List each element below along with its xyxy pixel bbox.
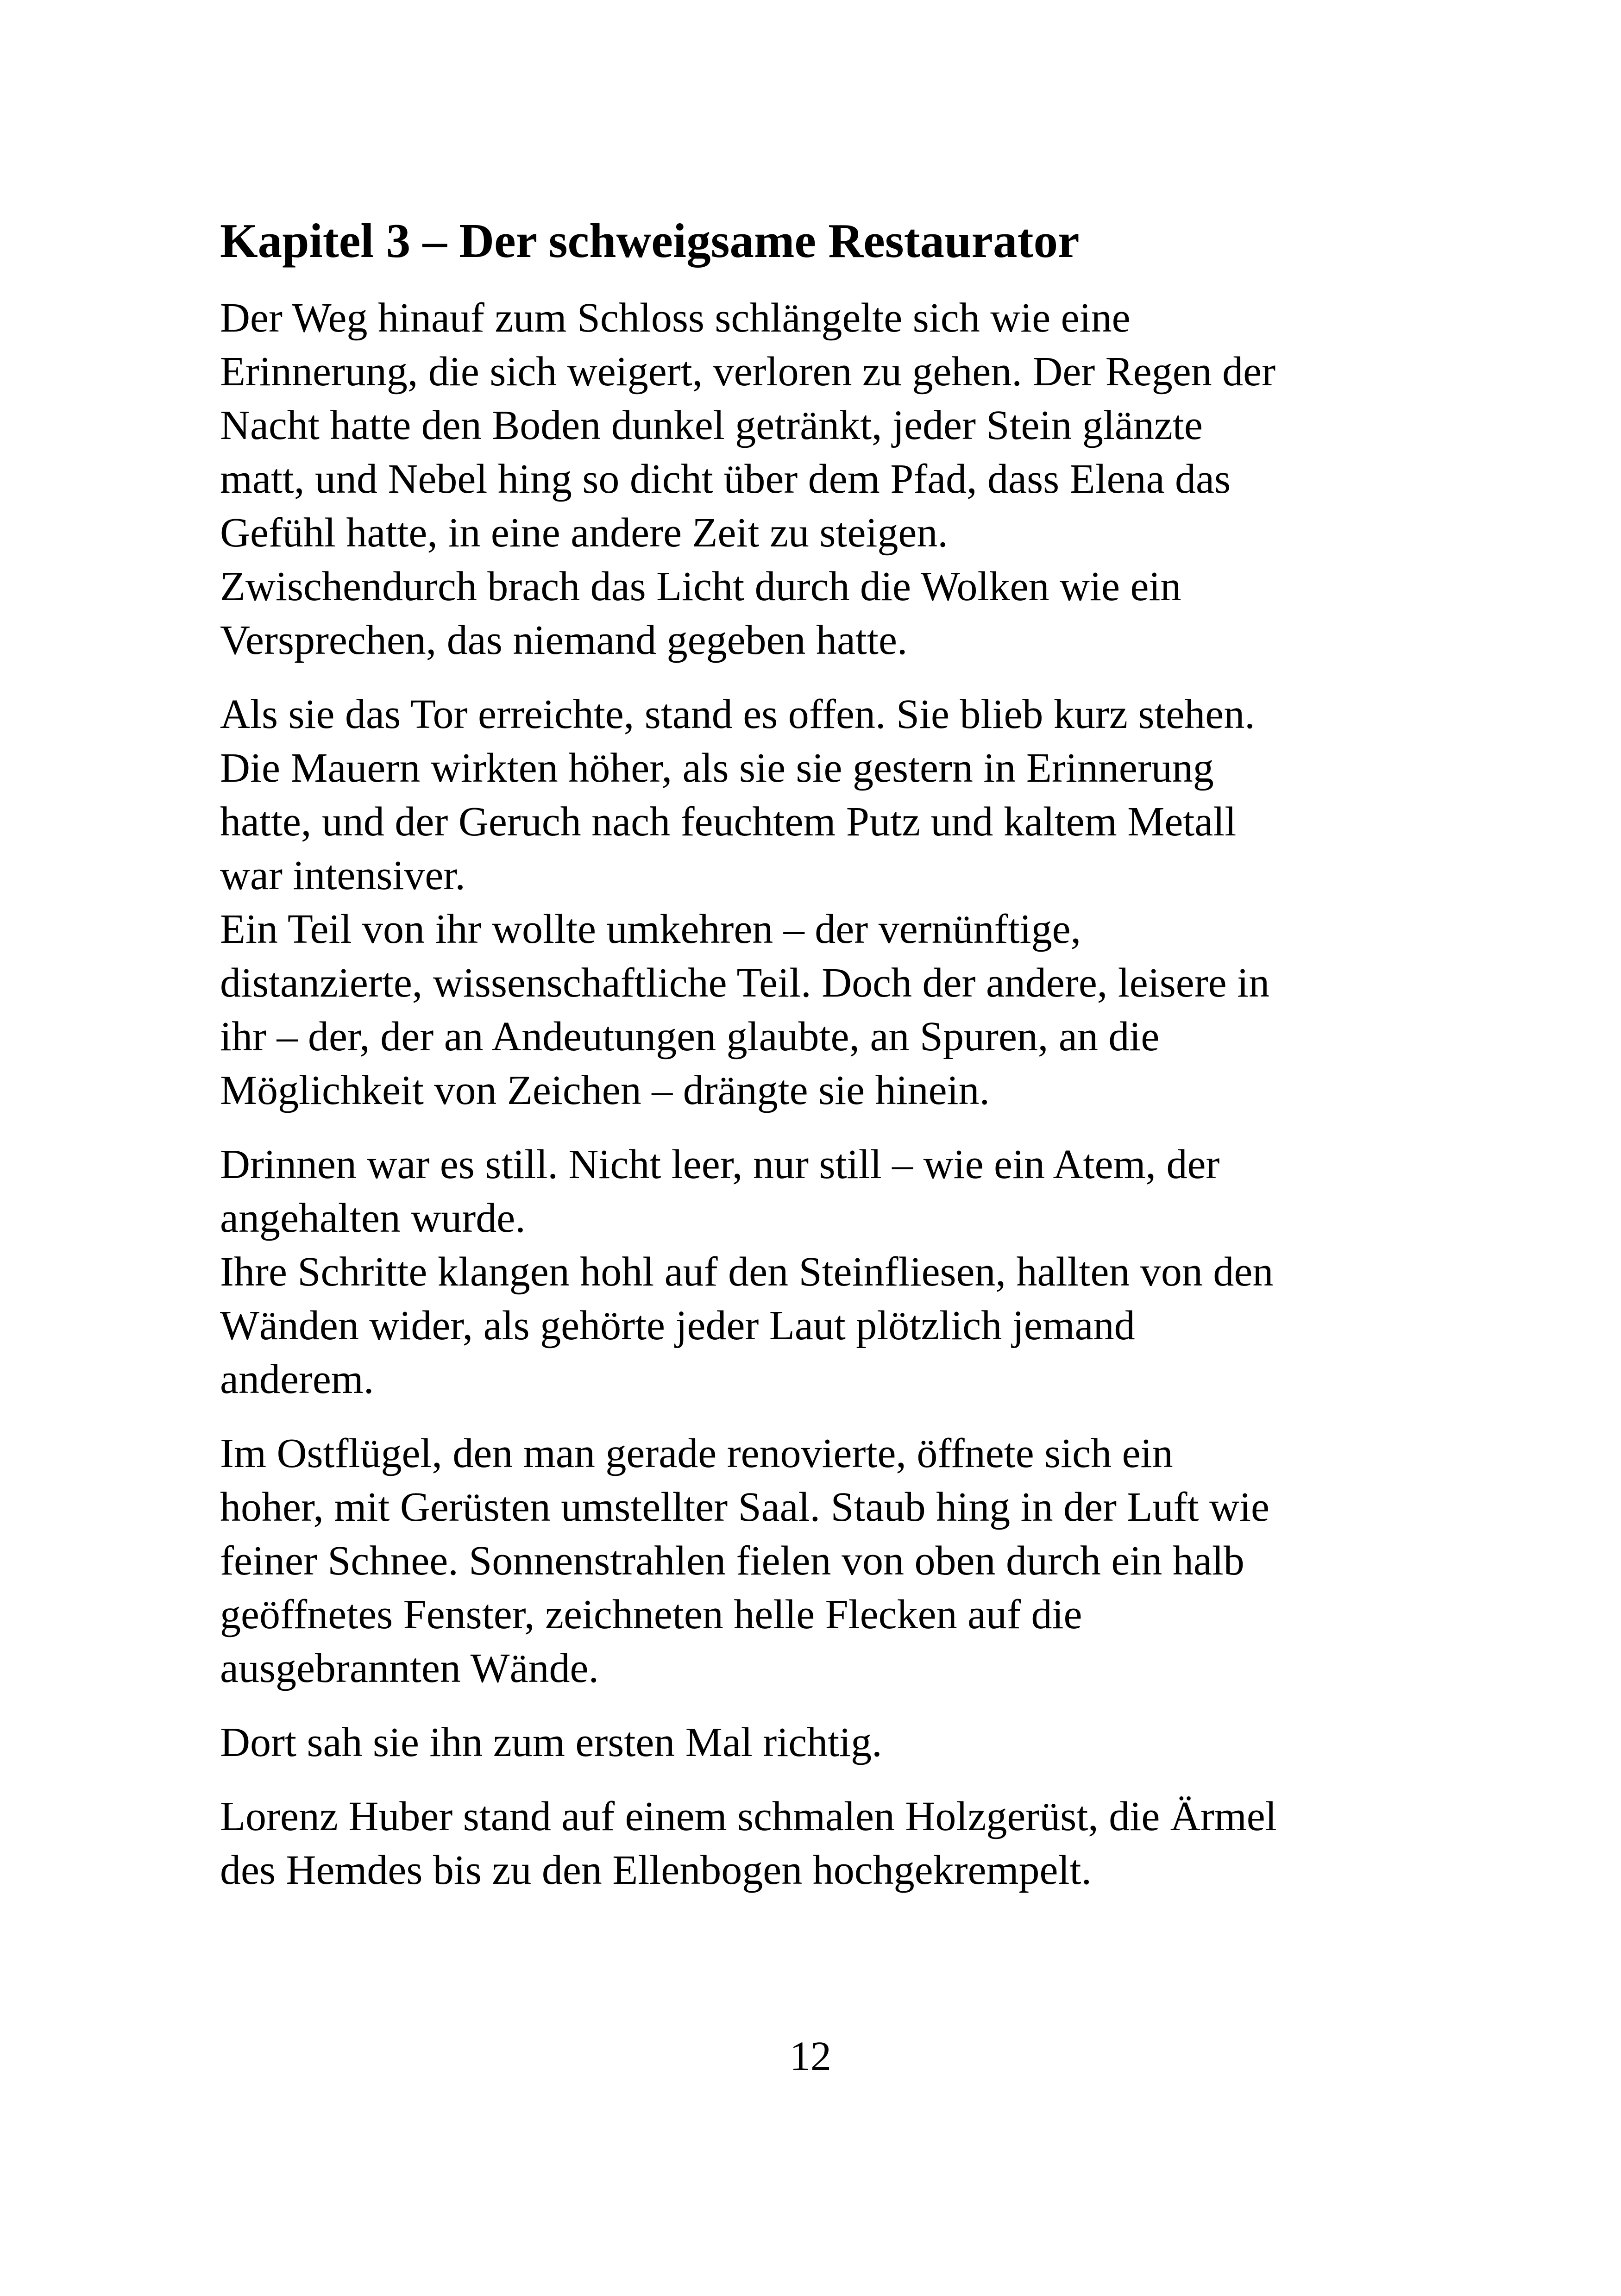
paragraph-6 (220, 1790, 1406, 1897)
text-line: war intensiver. (220, 853, 465, 898)
text-line: feiner Schnee. Sonnenstrahlen fielen von oben durch ein halb (220, 1538, 1244, 1584)
text-line: ihr – der, der an Andeutungen glaubte, an Spuren, an die (220, 1014, 1160, 1060)
text-line: Dort sah sie ihn zum ersten Mal richtig. (220, 1719, 882, 1765)
page-number: 12 (790, 2033, 831, 2079)
page-body (220, 211, 1406, 1918)
text-line: Wänden wider, als gehörte jeder Laut plötzlich jemand (220, 1303, 1135, 1349)
paragraph-2 (220, 688, 1406, 1117)
text-line: Der Weg hinauf zum Schloss schlängelte sich wie eine (220, 295, 1131, 341)
text-line: Lorenz Huber stand auf einem schmalen Holzgerüst, die Ärmel (220, 1794, 1277, 1839)
paragraph-1 (220, 291, 1406, 667)
text-line: matt, und Nebel hing so dicht über dem Pfad, dass Elena das (220, 456, 1231, 502)
text-line: Möglichkeit von Zeichen – drängte sie hinein. (220, 1067, 990, 1113)
text-line: geöffnetes Fenster, zeichneten helle Flecken auf die (220, 1592, 1082, 1637)
paragraph-4 (220, 1427, 1406, 1695)
paragraph-5 (220, 1716, 1406, 1769)
text-line: Ihre Schritte klangen hohl auf den Steinfliesen, hallten von den (220, 1249, 1274, 1295)
text-line: hoher, mit Gerüsten umstellter Saal. Staub hing in der Luft wie (220, 1484, 1269, 1530)
text-line: Versprechen, das niemand gegeben hatte. (220, 617, 908, 663)
text-line: Die Mauern wirkten höher, als sie sie gestern in Erinnerung (220, 745, 1214, 791)
text-line: Erinnerung, die sich weigert, verloren zu gehen. Der Regen der (220, 349, 1276, 395)
text-line: Nacht hatte den Boden dunkel getränkt, jeder Stein glänzte (220, 402, 1203, 448)
text-line: Drinnen war es still. Nicht leer, nur still – wie ein Atem, der (220, 1142, 1220, 1187)
chapter-title: Kapitel 3 – Der schweigsame Restaurator (220, 213, 1080, 268)
text-line: Ein Teil von ihr wollte umkehren – der vernünftige, (220, 906, 1081, 952)
text-line: anderem. (220, 1356, 374, 1402)
paragraph-3 (220, 1138, 1406, 1406)
text-line: distanzierte, wissenschaftliche Teil. Doch der andere, leisere in (220, 960, 1270, 1006)
text-line: Als sie das Tor erreichte, stand es offen. Sie blieb kurz stehen. (220, 691, 1255, 737)
text-line: hatte, und der Geruch nach feuchtem Putz und kaltem Metall (220, 799, 1237, 845)
text-line: des Hemdes bis zu den Ellenbogen hochgekrempelt. (220, 1847, 1092, 1893)
text-line: ausgebrannten Wände. (220, 1645, 599, 1691)
text-line: Zwischendurch brach das Licht durch die Wolken wie ein (220, 564, 1181, 609)
text-line: angehalten wurde. (220, 1195, 526, 1241)
text-line: Gefühl hatte, in eine andere Zeit zu steigen. (220, 510, 948, 556)
text-line: Im Ostflügel, den man gerade renovierte, öffnete sich ein (220, 1430, 1173, 1476)
